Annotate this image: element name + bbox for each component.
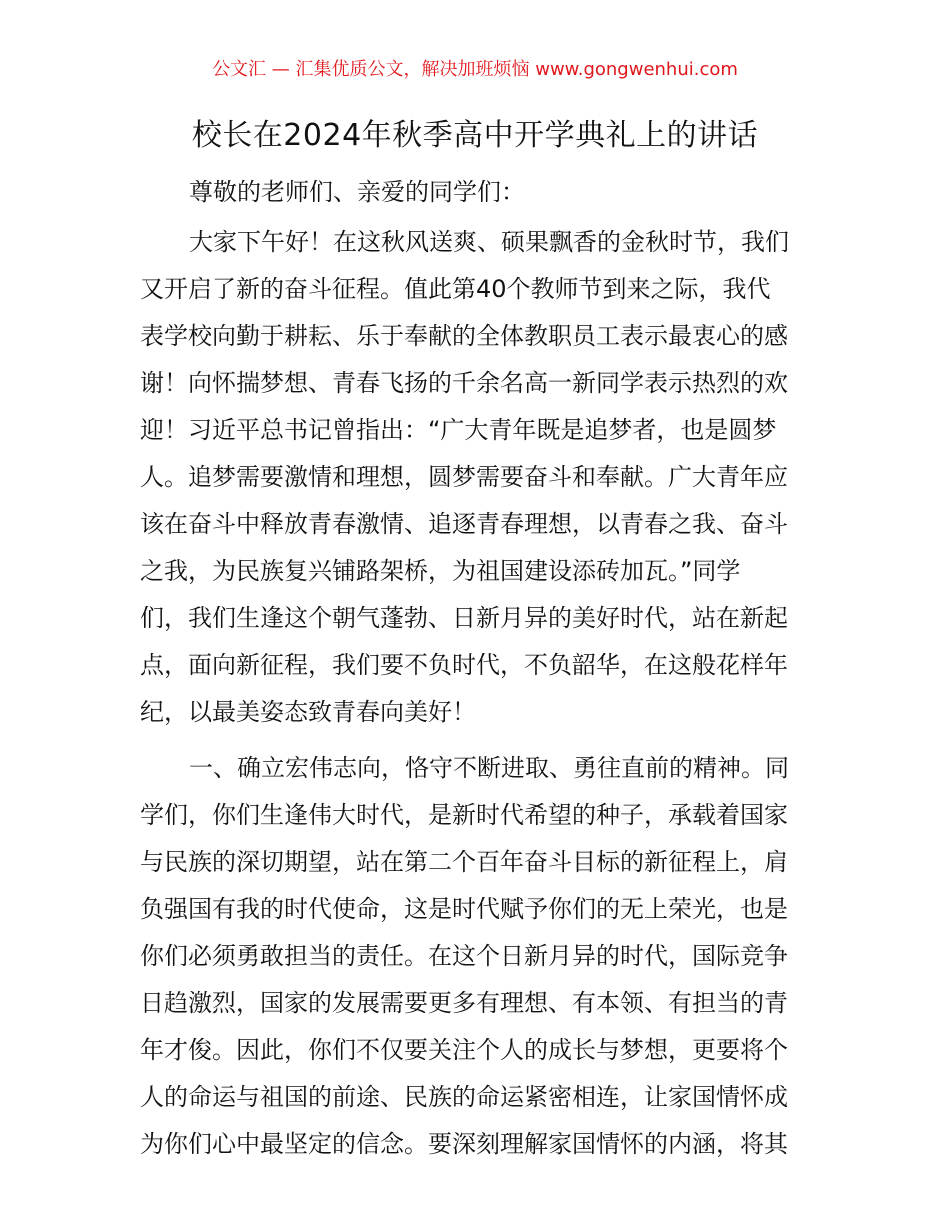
paragraph-line: 们，我们生逢这个朝气蓬勃、日新月异的美好时代，站在新起: [140, 604, 788, 632]
paragraph-line: 你们必须勇敢担当的责任。在这个日新月异的时代，国际竞争: [140, 942, 788, 970]
paragraph-line: 迎！习近平总书记曾指出：“广大青年既是追梦者，也是圆梦: [140, 416, 777, 444]
paragraph-line: 之我，为民族复兴铺路架桥，为祖国建设添砖加瓦。”同学: [140, 557, 741, 585]
paragraph-line: 点，面向新征程，我们要不负时代，不负韶华，在这般花样年: [140, 651, 788, 679]
paragraph-line: 年才俊。因此，你们不仅要关注个人的成长与梦想，更要将个: [140, 1036, 788, 1064]
paragraph-line: 日趋激烈，国家的发展需要更多有理想、有本领、有担当的青: [140, 989, 788, 1017]
paragraph-line: 与民族的深切期望，站在第二个百年奋斗目标的新征程上，肩: [140, 848, 788, 876]
paragraph-line: 纪，以最美姿态致青春向美好！: [140, 698, 476, 726]
paragraph-line: 学们，你们生逢伟大时代，是新时代希望的种子，承载着国家: [140, 801, 788, 829]
paragraph-line: 表学校向勤于耕耘、乐于奉献的全体教职员工表示最衷心的感: [140, 322, 788, 350]
paragraph-line: 人的命运与祖国的前途、民族的命运紧密相连，让家国情怀成: [140, 1083, 788, 1111]
salutation: 尊敬的老师们、亲爱的同学们：: [189, 178, 525, 206]
page-title: 校长在2024年秋季高中开学典礼上的讲话: [191, 118, 759, 153]
paragraph-line: 人。追梦需要激情和理想，圆梦需要奋斗和奉献。广大青年应: [140, 463, 788, 491]
paragraph-line: 谢！向怀揣梦想、青春飞扬的千余名高一新同学表示热烈的欢: [140, 369, 788, 397]
header-banner[interactable]: 公文汇 — 汇集优质公文，解决加班烦恼 www.gongwenhui.com: [212, 59, 738, 80]
paragraph-line: 一、确立宏伟志向，恪守不断进取、勇往直前的精神。同: [189, 754, 789, 782]
paragraph-line: 大家下午好！在这秋风送爽、硕果飘香的金秋时节，我们: [189, 228, 789, 256]
paragraph-line: 为你们心中最坚定的信念。要深刻理解家国情怀的内涵，将其: [140, 1130, 788, 1158]
paragraph-line: 又开启了新的奋斗征程。值此第40个教师节到来之际，我代: [140, 275, 771, 303]
paragraph-line: 该在奋斗中释放青春激情、追逐青春理想，以青春之我、奋斗: [140, 510, 788, 538]
paragraph-line: 负强国有我的时代使命，这是时代赋予你们的无上荣光，也是: [140, 895, 788, 923]
